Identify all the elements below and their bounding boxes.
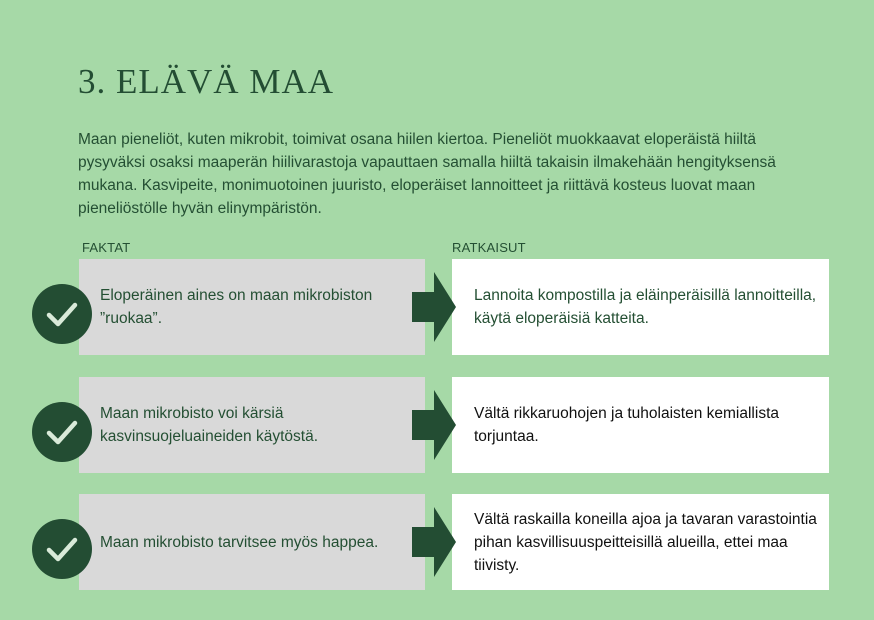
arrow-right-icon [412,272,456,342]
solution-text: Lannoita kompostilla ja eläinperäisillä lannoitteilla, käytä eloperäisiä katteita. [474,287,817,327]
page-title: 3. ELÄVÄ MAA [78,62,335,101]
fact-text: Eloperäinen aines on maan mikrobiston ”ruokaa”. [100,287,373,327]
arrow-right-icon [412,507,456,577]
check-icon [32,519,92,579]
solution-text: Vältä rikkaruohojen ja tuholaisten kemiallista torjuntaa. [474,405,779,445]
fact-text: Maan mikrobisto tarvitsee myös happea. [100,533,379,551]
fact-row [0,259,874,357]
check-icon [32,402,92,462]
facts-column-label: FAKTAT [82,240,131,255]
solution-text: Vältä raskailla koneilla ajoa ja tavaran varastointia pihan kasvillisuuspeitteisillä alueilla, ettei maa tiivisty. [474,510,817,574]
intro-paragraph: Maan pieneliöt, kuten mikrobit, toimivat osana hiilen kiertoa. Pieneliöt muokkaavat eloperäistä hiiltä pysyväksi osaksi maaperän hiilivarastoja vapauttaen samalla hiiltä takaisin ilmakehään hengityksensä mukana. Kasvipeite, monimuotoinen juuristo, eloperäiset lannoitteet ja riittävä kosteus luovat maan pieneliöstölle hyvän elinympäristön. [78,131,776,217]
solutions-column-label: RATKAISUT [452,240,526,255]
fact-text: Maan mikrobisto voi kärsiä kasvinsuojeluaineiden käytöstä. [100,405,318,445]
fact-row [0,494,874,592]
check-icon [32,284,92,344]
fact-row [0,377,874,475]
arrow-right-icon [412,390,456,460]
